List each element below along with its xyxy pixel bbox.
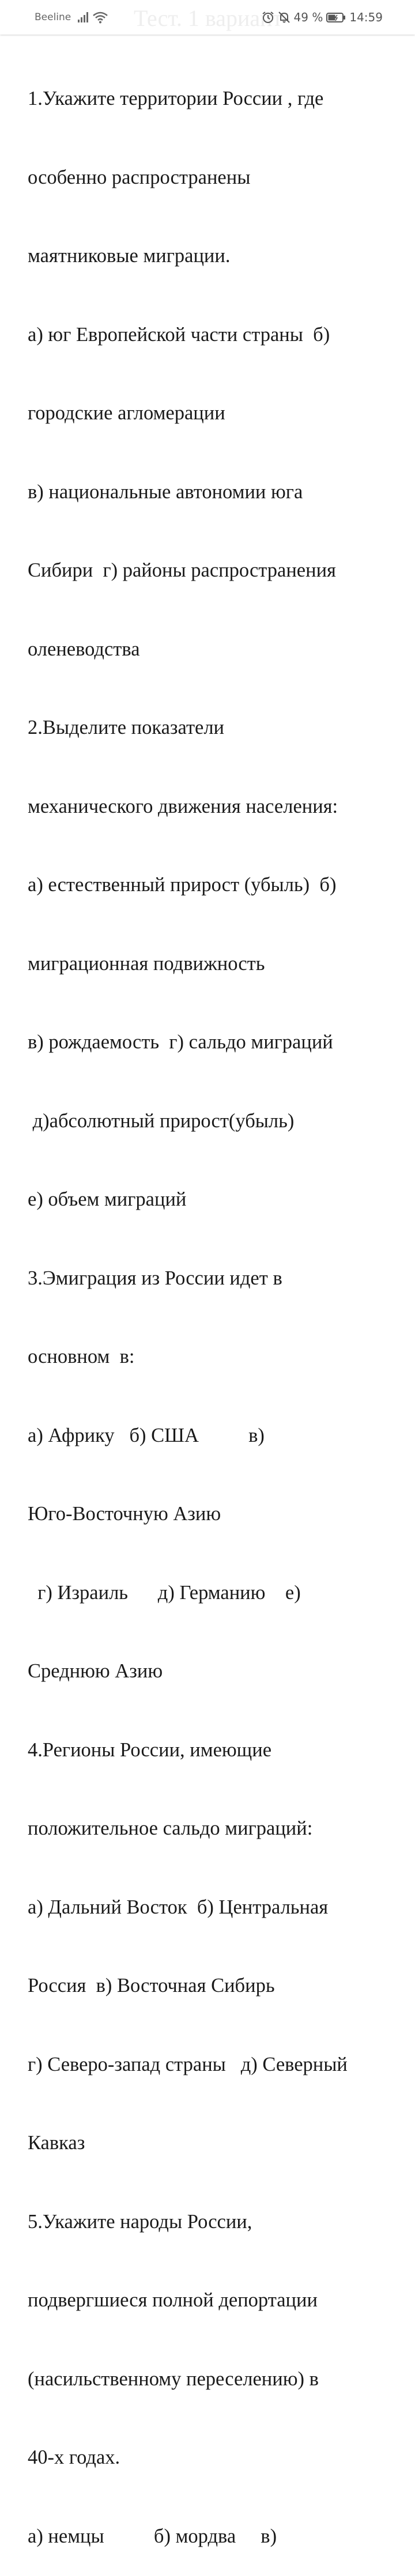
text-line: особенно распространены <box>28 166 251 188</box>
status-right-group <box>262 9 383 25</box>
text-line: городские агломерации <box>28 402 225 424</box>
text-line: 3.Эмиграция из России идет в <box>28 1267 282 1289</box>
text-line: а) естественный прирост (убыль) б) <box>28 874 337 896</box>
text-line: а) Дальний Восток б) Центральная <box>28 1896 329 1918</box>
text-line: Кавказ <box>28 2132 85 2154</box>
text-line: г) Северо-запад страны д) Северный <box>28 2053 348 2075</box>
text-line: 1.Укажите территории России , где <box>28 88 324 109</box>
text-line: а) Африку б) США в) <box>28 1424 265 1446</box>
text-line: г) Израиль д) Германию е) <box>28 1581 301 1604</box>
text-line: а) немцы б) мордва в) <box>28 2525 277 2547</box>
text-line: д)абсолютный прирост(убыль) <box>28 1109 295 1132</box>
battery-percent: 49 % <box>293 10 323 24</box>
test-text-body <box>28 33 397 2576</box>
text-line: е) объем миграций <box>28 1188 187 1210</box>
battery-icon <box>326 13 346 22</box>
text-line: оленеводства <box>28 638 140 660</box>
carrier-name: Beeline <box>35 12 71 23</box>
text-line: Россия в) Восточная Сибирь <box>28 1975 275 1997</box>
wifi-icon <box>92 11 108 24</box>
alarm-icon <box>262 11 274 24</box>
text-line: (насильственному переселению) в <box>28 2367 319 2390</box>
text-line: Среднюю Азию <box>28 1660 163 1682</box>
text-line: 40-х годах. <box>28 2446 120 2468</box>
text-line: Сибири г) районы распространения <box>28 559 336 581</box>
mute-icon <box>278 11 290 24</box>
document-title: Тест. 1 вариант <box>134 5 283 31</box>
text-line: положительное сальдо миграций: <box>28 1817 313 1839</box>
text-line: миграционная подвижность <box>28 952 265 975</box>
clock-time: 14:59 <box>349 10 383 24</box>
signal-icon <box>77 12 90 23</box>
text-line: 4.Регионы России, имеющие <box>28 1738 272 1761</box>
text-line: 2.Выделите показатели <box>28 717 225 738</box>
text-line: а) юг Европейской части страны б) <box>28 323 330 346</box>
text-line: маятниковые миграции. <box>28 245 231 267</box>
text-line: Юго-Восточную Азию <box>28 1503 221 1525</box>
text-line: механического движения населения: <box>28 795 338 817</box>
text-line: в) рождаемость г) сальдо миграций <box>28 1031 333 1053</box>
status-bar <box>0 0 415 35</box>
text-line: 5.Укажите народы России, <box>28 2210 252 2233</box>
text-line: подвергшиеся полной депортации <box>28 2289 318 2311</box>
text-line: в) национальные автономии юга <box>28 480 303 503</box>
text-line: основном в: <box>28 1346 135 1367</box>
